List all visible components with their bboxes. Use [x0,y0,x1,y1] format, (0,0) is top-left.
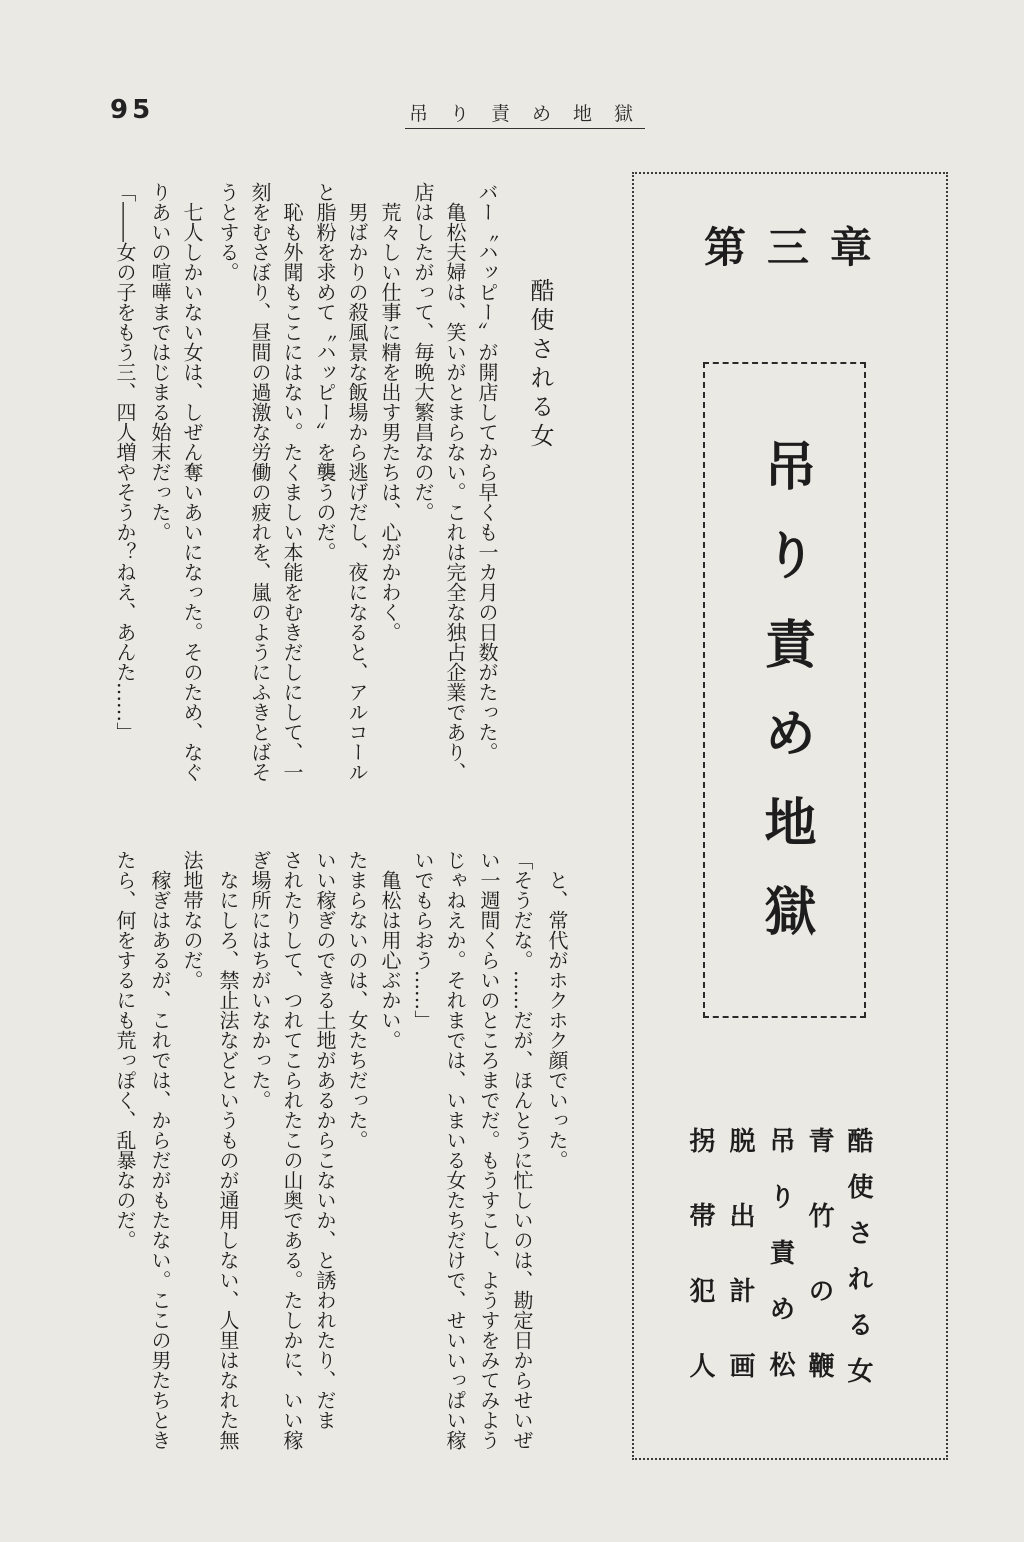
toc-item: 青竹の鞭 [804,1127,834,1427]
text-line: 男ばかりの殺風景な飯場から逃げだし、夜になると、アルコール [345,202,369,782]
text-line: 荒々しい仕事に精を出す男たちは、心がかわく。 [378,202,402,642]
text-line: なにしろ、禁止法などというものが通用しない、人里はなれた無 [216,870,240,1450]
chapter-label: 第三章 [704,223,894,272]
toc-item: 酷使される女 [843,1127,873,1403]
text-line: されたりして、つれてこられたこの山奥である。たしかに、いい稼 [280,850,304,1450]
page-number: 95 [110,95,155,125]
text-line: い一週間くらいのところまでだ。もうすこし、ようすをみてみよう [477,850,501,1450]
text-line: 「そうだな。……だが、ほんとうに忙しいのは、勘定日からせいぜ [510,850,534,1450]
text-line: たまらないのは、女たちだった。 [345,850,369,1150]
text-line: じゃねえか。それまでは、いまいる女たちだけで、せいいっぱい稼 [443,850,467,1450]
text-line: バー〝ハッピー〟が開店してから早くも一カ月の日数がたった。 [475,182,499,762]
chapter-title: 吊り責め地獄 [755,439,816,973]
text-line: いでもらおう……」 [411,850,435,1030]
text-line: 亀松夫婦は、笑いがとまらない。これは完全な独占企業であり、 [443,202,467,782]
text-line: ぎ場所にはちがいなかった。 [248,850,272,1110]
text-line: 店はしたがって、毎晩大繁昌なのだ。 [411,182,435,522]
text-line: 亀松は用心ぶかい。 [378,870,402,1050]
text-line: たら、何をするにも荒っぽく、乱暴なのだ。 [113,850,137,1250]
text-line: うとする。 [216,182,240,282]
header-rule [405,128,645,129]
text-line: 恥も外聞もここにはない。たくましい本能をむきだしにして、一 [280,202,304,782]
section-heading: 酷使される女 [526,278,554,452]
toc-item: 吊り責め松 [765,1127,795,1407]
toc-item: 脱出計画 [725,1127,755,1427]
text-line: 法地帯なのだ。 [180,850,204,990]
text-line: と、常代がホクホク顔でいった。 [545,870,569,1170]
text-line: いい稼ぎのできる土地があるからこないか、と誘われたり、だま [313,850,337,1430]
text-line: 七人しかいない女は、しぜん奪いあいになった。そのため、なぐ [180,202,204,782]
text-line: 「――女の子をもう三、四人増やそうか？ねえ、あんた……」 [113,182,137,742]
toc-item: 拐帯犯人 [685,1127,715,1427]
text-line: 刻をむさぼり、昼間の過激な労働の疲れを、嵐のようにふきとばそ [248,182,272,782]
text-line: りあいの喧嘩まではじまる始末だった。 [148,182,172,542]
text-line: 稼ぎはあるが、これでは、からだがもたない。ここの男たちとき [148,870,172,1450]
running-header: 吊り責め地獄 [409,103,656,125]
text-line: と脂粉を求めて〝ハッピー〟を襲うのだ。 [313,182,337,562]
